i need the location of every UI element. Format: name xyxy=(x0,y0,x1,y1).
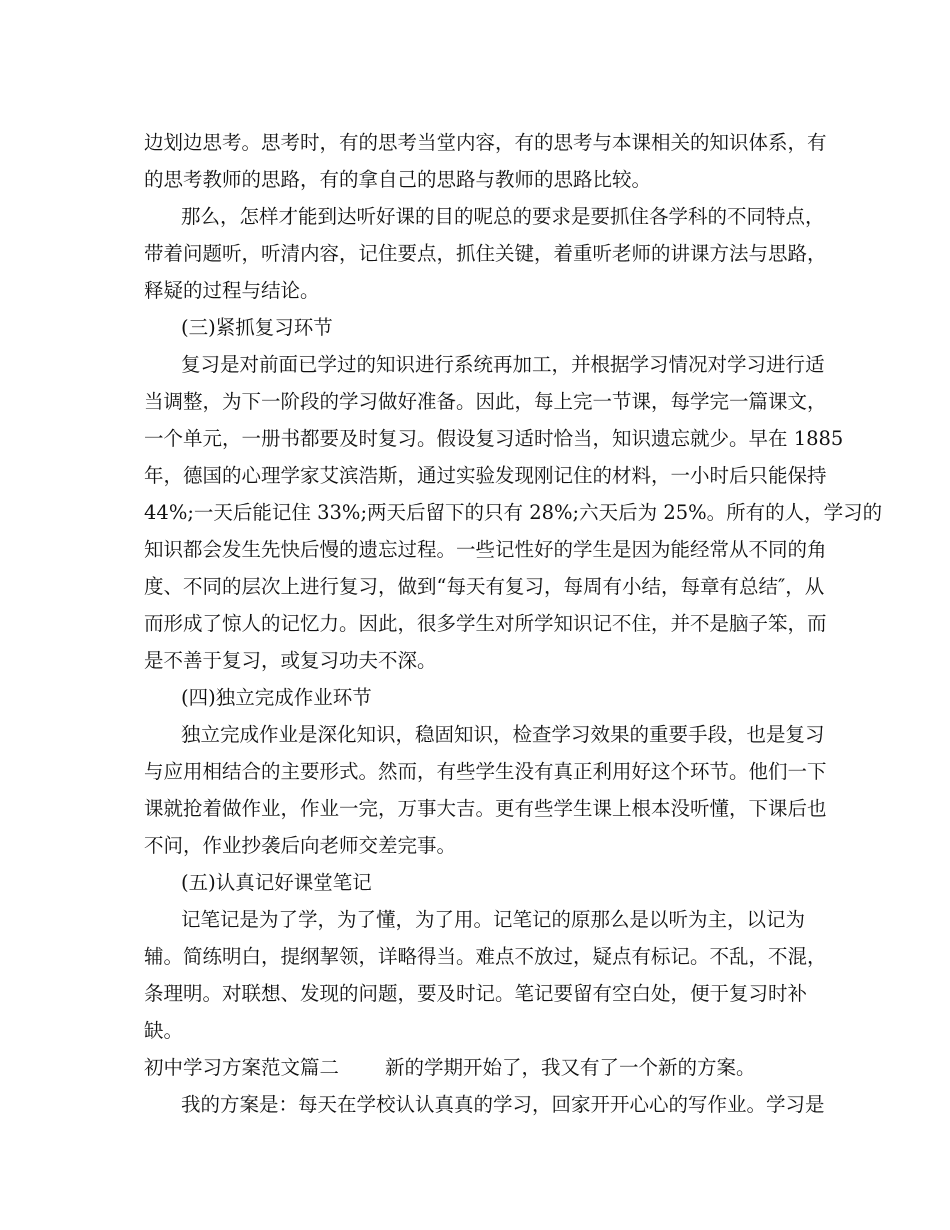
text-line: 的思考教师的思路，有的拿自己的思路与教师的思路比较。 xyxy=(144,168,652,191)
text-line: 知识都会发生先快后慢的遗忘过程。一些记性好的学生是因为能经常从不同的角 xyxy=(144,538,827,561)
text-line: 不问，作业抄袭后向老师交差完事。 xyxy=(144,834,457,857)
section-heading: (五)认真记好课堂笔记 xyxy=(181,871,372,894)
text-line: 年，德国的心理学家艾滨浩斯，通过实验发现刚记住的材料，一小时后只能保持 xyxy=(144,464,827,487)
text-line: 边划边思考。思考时，有的思考当堂内容，有的思考与本课相关的知识体系，有 xyxy=(144,131,827,154)
text-line: 带着问题听，听清内容，记住要点，抓住关键，着重听老师的讲课方法与思路， xyxy=(144,242,827,265)
text-line: 那么，怎样才能到达听好课的目的呢总的要求是要抓住各学科的不同特点， xyxy=(181,205,825,228)
article-intro: 新的学期开始了，我又有了一个新的方案。 xyxy=(385,1056,756,1079)
text-line: 课就抢着做作业，作业一完，万事大吉。更有些学生课上根本没听懂，下课后也 xyxy=(144,797,827,820)
text-line: 缺。 xyxy=(144,1019,184,1042)
article-heading-line xyxy=(144,1055,756,1081)
text-line: 独立完成作业是深化知识，稳固知识，检查学习效果的重要手段，也是复习 xyxy=(181,723,825,746)
text-line: 与应用相结合的主要形式。然而，有些学生没有真正利用好这个环节。他们一下 xyxy=(144,760,827,783)
section-heading: (三)紧抓复习环节 xyxy=(181,316,333,339)
text-line: 辅。简练明白，提纲挈领，详略得当。难点不放过，疑点有标记。不乱，不混， xyxy=(144,945,827,968)
section-heading: (四)独立完成作业环节 xyxy=(181,686,372,709)
text-line: 一个单元，一册书都要及时复习。假设复习适时恰当，知识遗忘就少。早在 1885 xyxy=(144,427,844,450)
text-line: 记笔记是为了学，为了懂，为了用。记笔记的原那么是以听为主，以记为 xyxy=(181,908,806,931)
text-line: 度、不同的层次上进行复习，做到“每天有复习，每周有小结，每章有总结″，从 xyxy=(144,575,825,598)
text-line: 44%;一天后能记住 33%;两天后留下的只有 28%;六天后为 25%。所有的人，学习的 xyxy=(144,501,883,524)
text-line: 释疑的过程与结论。 xyxy=(144,279,320,302)
text-line: 我的方案是：每天在学校认认真真的学习，回家开开心心的写作业。学习是 xyxy=(181,1093,825,1116)
text-line: 复习是对前面已学过的知识进行系统再加工，并根据学习情况对学习进行适 xyxy=(181,353,825,376)
text-line: 而形成了惊人的记忆力。因此，很多学生对所学知识记不住，并不是脑子笨，而 xyxy=(144,612,827,635)
text-line: 当调整，为下一阶段的学习做好准备。因此，每上完一节课，每学完一篇课文， xyxy=(144,390,827,413)
text-line: 是不善于复习，或复习功夫不深。 xyxy=(144,649,437,672)
article-title: 初中学习方案范文篇二 xyxy=(144,1056,340,1079)
text-line: 条理明。对联想、发现的问题，要及时记。笔记要留有空白处，便于复习时补 xyxy=(144,982,808,1005)
